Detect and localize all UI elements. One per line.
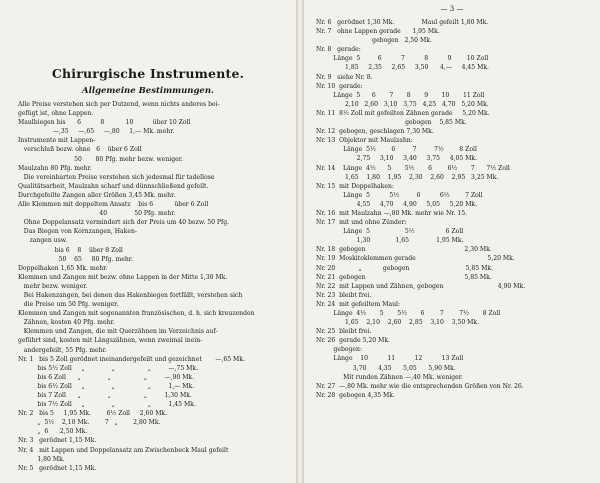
text-line: Ohne Doppelansatz vermindert sich der Preis um 40 bezw. 50 Pfg. [18, 219, 230, 227]
text-line: Klemmen und Zangen mit bezw. ohne Lappen in der Mitte 1,30 Mk. [18, 273, 228, 281]
text-line: gebogen 5,85 Mk. [316, 119, 467, 127]
text-line: Länge 5½ 6 7 7½ 8 Zoll [316, 146, 477, 154]
text-line: Durchgefeilte Zangen aller Größen 3,45 Mk. mehr. [18, 191, 176, 199]
text-line: 1,65 2,10 2,60 2,85 3,10 3,50 Mk. [316, 319, 480, 327]
text-line: Nr. 28 gebogen 4,35 Mk. [316, 391, 395, 399]
text-line: Nr. 22 mit Lappen und Zähnen, gebogen 4,90 Mk. [316, 282, 526, 290]
text-line: Alle Preise verstehen sich per Dutzend, wenn nichts anderes bei- [18, 101, 220, 108]
text-line: „ 6 2,50 Mk. [18, 428, 88, 436]
text-line: Klemmen und Zangen, die mit Querzähnen im Verzeichnis auf- [18, 328, 218, 336]
text-line: 40 50 Pfg. mehr. [18, 210, 176, 218]
text-line: bis 7½ Zoll „ „ „ 1,45 Mk. [18, 401, 196, 409]
text-line: Länge 10 11 12 13 Zoll [316, 355, 464, 363]
text-line: Nr. 20 „ gebogen 5,85 Mk. [316, 264, 493, 272]
text-line: gebogen: [316, 346, 362, 354]
text-line: Nr. 25 bleibt frei. [316, 328, 372, 336]
left-text-column [18, 100, 286, 473]
text-line: Nr. 12 gebogen, geschlagen 7,30 Mk. [316, 128, 434, 136]
text-line: Länge 4½ 5 5½ 6 7 7½ 8 Zoll [316, 310, 501, 317]
text-line: Nr. 17 mit und ohne Zünder: [316, 219, 407, 227]
text-line: Bei Hakenzangen, bei denen das Hakenbiegen fortfällt, verstehen sich [18, 291, 243, 299]
text-line: „ 5½ 2,10 Mk. 7 „ 2,80 Mk. [18, 419, 161, 427]
text-line: Instrumente mit Lappen- [18, 137, 96, 145]
text-line: Klemmen und Zangen mit sogenannten französischen, d. h. sich kreuzenden [18, 310, 255, 318]
text-line: zangen usw. [18, 237, 68, 245]
text-line: Nr. 8 gerade: [316, 46, 361, 54]
text-line: Nr. 4 mit Lappen und Doppelansatz am Zwischenbeck Maul gefeilt [18, 446, 229, 454]
text-line: bis 6 Zoll „ „ „ —,90 Mk. [18, 373, 195, 381]
text-line: Nr. 2 bis 5 1,95 Mk. 6½ Zoll 2,60 Mk. [18, 410, 168, 418]
text-line: 1,85 2,35 2,65 3,50 4,— 4,45 Mk. [316, 64, 489, 72]
text-line: Nr. 7 ohne Lappen gerade 1,95 Mk. [316, 28, 440, 36]
text-line: Nr. 24 mit gefeiltem Maul: [316, 300, 401, 308]
text-line: Doppelhaken 1,65 Mk. mehr. [18, 264, 108, 272]
text-line: Nr. 10 gerade: [316, 82, 363, 90]
text-line: andergefeilt, 55 Pfg. mehr. [18, 346, 107, 354]
book-gutter [296, 0, 304, 483]
page-title: Chirurgische Instrumente. [51, 66, 245, 81]
text-line: Nr. 27 —,80 Mk. mehr wie die entsprechenden Größen von Nr. 26. [316, 382, 524, 390]
text-line: 50 65 80 Pfg. mehr. [18, 255, 133, 263]
text-line: Qualitätsarbeit, Maulzahn scharf und dünnschließend gefeilt. [18, 182, 209, 190]
text-line: Nr. 23 bleibt frei. [316, 291, 372, 299]
text-line: Nr. 13 Objektor mit Maulzahn: [316, 137, 413, 145]
text-line: 4,55 4,70 4,90 5,05 5,20 Mk. [316, 200, 478, 208]
text-line: 1,80 Mk. [18, 455, 65, 463]
text-line: mehr bezw. weniger. [18, 282, 88, 290]
text-line: bis 5½ Zoll „ „ „ —,75 Mk. [18, 364, 199, 372]
text-line: Alle Klemmen mit doppeltem Ansatz bis 6 über 6 Zoll [18, 201, 209, 209]
text-line: 2,10 2,60 3,10 3,75 4,25 4,70 5,20 Mk. [316, 100, 489, 108]
text-line: Länge 5 6 7 8 9 10 11 Zoll [316, 91, 485, 99]
text-line: geführt sind, kosten mit Längszähnen, wenn zweimal inein- [18, 337, 203, 345]
text-line: gefügt ist, ohne Lappen. [18, 110, 94, 118]
text-line: Nr. 9 siehe Nr. 8. [316, 73, 373, 81]
text-line: Zähnen, kosten 40 Pfg. mehr. [18, 319, 115, 327]
text-line: Nr. 1 bis 5 Zoll gerödnet ineinandergefeilt und gezeichnet —,65 Mk. [18, 355, 245, 363]
text-line: Nr. 5 gerödnet 1,15 Mk. [18, 464, 97, 472]
text-line: Nr. 11 8½ Zoll mit gefeilten Zähnen gerade 5,20 Mk. [316, 109, 490, 117]
text-line: bis 7 Zoll „ „ „ 1,30 Mk. [18, 392, 192, 399]
text-line: 1,65 1,80 1,95 2,30 2,60 2,95 3,25 Mk. [316, 173, 499, 181]
text-line: Länge 5 5½ 6 6½ 7 Zoll [316, 191, 483, 199]
text-line: gebogen 2,50 Mk. [316, 37, 432, 45]
text-line: 2,75 3,10 3,40 3,75 4,05 Mk. [316, 155, 478, 163]
text-line: Das Biegen von Kornzangen, Haken- [18, 228, 137, 236]
text-line: Nr. 16 mit Maulzahn —,80 Mk. mehr wie Nr. 15. [316, 209, 468, 217]
text-line: Nr. 21 gebogen 5,85 Mk. [316, 273, 492, 281]
right-page [304, 0, 600, 483]
page-subtitle: Allgemeine Bestimmungen. [82, 86, 214, 96]
text-line: Länge 5 6 7 8 9 10 Zoll [316, 55, 489, 63]
text-line: Länge 5 5½ 6 Zoll [316, 228, 464, 236]
text-line: verschluß bezw. ohne 6 über 6 Zoll [18, 146, 142, 154]
text-line: Nr. 19 Moskitoklemmen gerade 5,20 Mk. [316, 255, 515, 263]
text-line: Nr. 3 gerödnet 1,15 Mk. [18, 437, 97, 445]
page-number: — 3 — [440, 5, 464, 13]
text-line: Die vereinbarten Preise verstehen sich jedesmal für tadellose [18, 173, 215, 181]
text-line: Maulbiegen bis 6 8 10 über 10 Zoll [18, 119, 191, 127]
text-line: Nr. 26 gerade 5,20 Mk. [316, 337, 390, 345]
text-line: 3,70 4,35 5,05 5,90 Mk. [316, 364, 456, 372]
text-line: Nr. 14 Länge 4½ 5 5½ 6 6½ 7 7½ Zoll [316, 164, 510, 172]
text-line: 50 80 Pfg. mehr bezw. weniger. [18, 155, 183, 163]
text-line: 1,30 1,65 1,95 Mk. [316, 237, 464, 245]
text-line: —,35 —,65 —,80 1,— Mk. mehr. [18, 128, 175, 136]
text-line: Nr. 18 gebogen 2,30 Mk. [316, 246, 492, 254]
text-line: die Preise um 50 Pfg. weniger. [18, 301, 119, 309]
left-page [0, 0, 296, 483]
text-line: bis 6½ Zoll „ „ „ 1,— Mk. [18, 382, 195, 390]
text-line: Maulzahn 80 Pfg. mehr. [18, 164, 92, 172]
text-line: Nr. 6 gerödnet 1,30 Mk. Maul gefeilt 1,80 Mk. [316, 19, 489, 26]
text-line: Mit runden Zähnen —,40 Mk. weniger. [316, 373, 463, 381]
text-line: Nr. 15 mit Doppelhaken: [316, 182, 394, 190]
text-line: bis 6 8 über 8 Zoll [18, 246, 123, 254]
right-text-column [316, 18, 586, 400]
